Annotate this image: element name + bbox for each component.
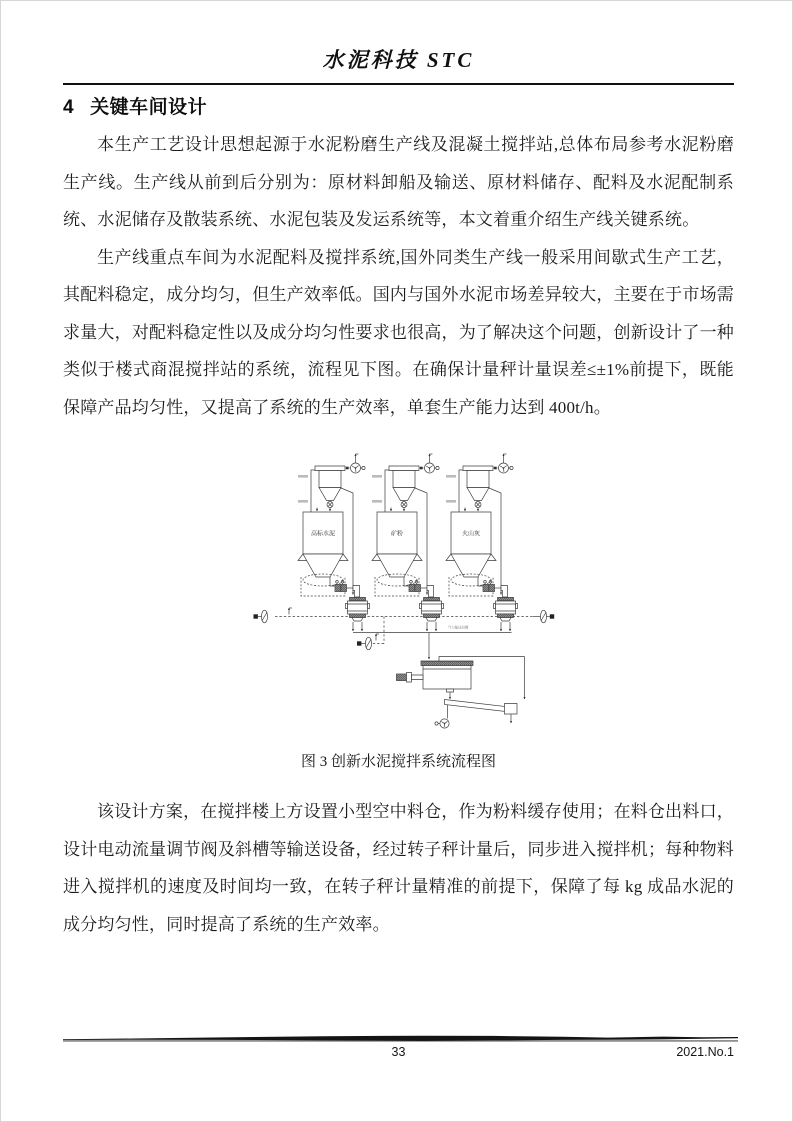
paragraph-1: 本生产工艺设计思想起源于水泥粉磨生产线及混凝土搅拌站,总体布局参考水泥粉磨生产线。生产线从前到后分别为：原材料卸船及输送、原材料储存、配料及水泥配制系统、水泥储存及散装系统、水泥包装及发运系统等，本文着重介绍生产线关键系统。 — [63, 135, 734, 229]
figure-3 — [63, 428, 734, 773]
mixer-outlet — [447, 689, 454, 692]
page-header — [63, 47, 734, 85]
page-footer — [63, 1035, 734, 1063]
section-title: 关键车间设计 — [90, 97, 208, 118]
journal-title: 水泥科技 STC — [322, 48, 475, 72]
silo-label-2: 矿粉 — [390, 531, 404, 538]
figure-caption: 图 3 创新水泥搅拌系统流程图 — [300, 754, 496, 770]
discharge-chute — [445, 700, 506, 712]
page-number: 33 — [391, 1045, 406, 1059]
mixer-top — [421, 661, 473, 666]
chute-end-box — [505, 704, 518, 715]
section-number: 4 — [63, 97, 75, 118]
section-heading — [63, 94, 734, 122]
paragraph-2: 生产线重点车间为水泥配料及搅拌系统,国外同类生产线一般采用间歇式生产工艺，其配料稳定，成分均匀，但生产效率低。国内与国外水泥市场差异较大，主要在于市场需求量大，对配料稳定性以及成分均匀性要求也很高，为了解决这个问题，创新设计了一种类似于楼式商混搅拌站的系统，流程见下图。在确保计量秤计量误差≤±1%前提下，既能保障产品均匀性，又提高了系统的生产效率，单套生产能力达到 400t/h。 — [63, 247, 734, 417]
mixer-motor — [397, 674, 407, 681]
process-flow-diagram — [241, 428, 561, 750]
process-flow-svg — [241, 428, 561, 750]
silo-label-1: 高标水泥 — [310, 531, 336, 538]
silo-label-3: 火山灰 — [461, 531, 481, 538]
paragraph-3: 该设计方案，在搅拌楼上方设置小型空中料仓，作为粉料缓存使用；在料仓出料口，设计电动流量调节阀及斜槽等输送设备，经过转子秤计量后，同步进入搅拌机；每种物料进入搅拌机的速度及时间均一致，在转子秤计量精准的前提下，保障了每 kg 成品水泥的成分均匀性，同时提高了系统的生产效率。 — [63, 802, 734, 934]
line-label: 气力输送斜槽 — [448, 625, 469, 630]
footer-rule — [63, 1035, 738, 1043]
issue-number: 2021.No.1 — [676, 1045, 734, 1059]
header-rule — [63, 83, 734, 85]
